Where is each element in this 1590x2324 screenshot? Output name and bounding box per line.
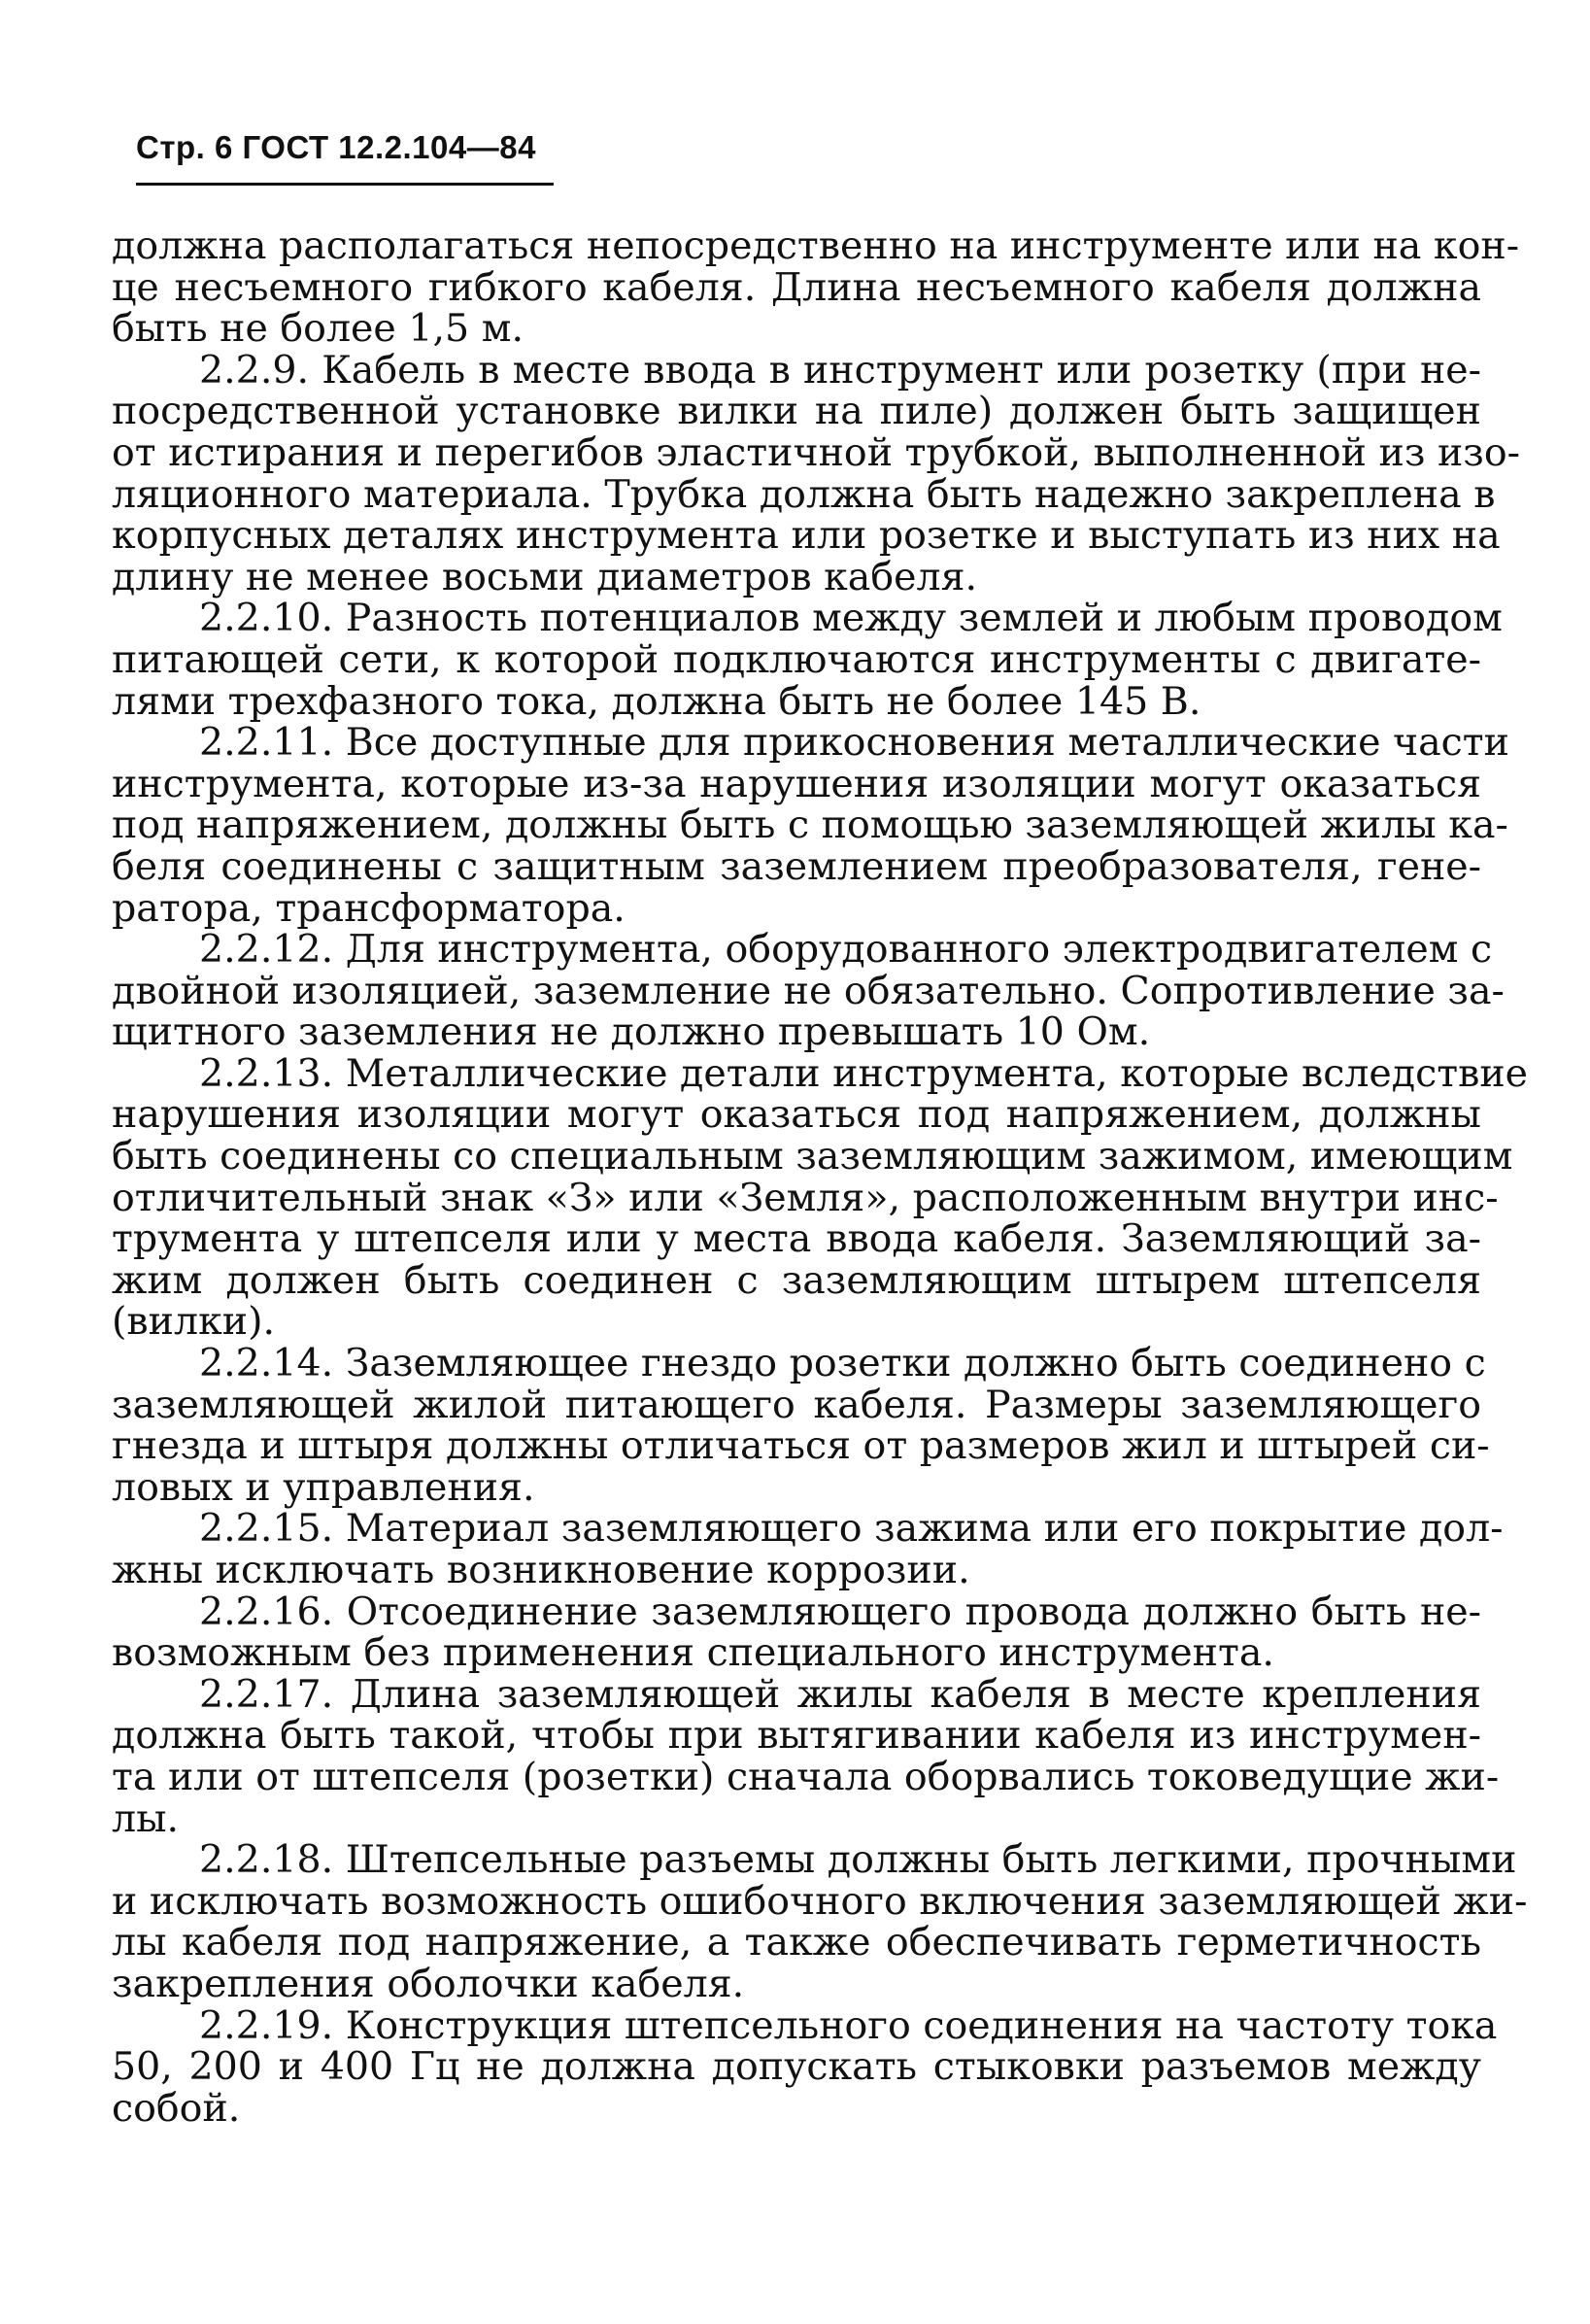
- text-line: 2.2.15. Материал заземляющего зажима или его покрытие дол-: [199, 1506, 1504, 1552]
- text-line: питающей сети, к которой подключаются инструменты с двигате-: [112, 636, 1481, 682]
- header-rule: [136, 183, 554, 186]
- text-line: от истирания и перегибов эластичной трубкой, выполненной из изо-: [112, 429, 1520, 475]
- text-line: трумента у штепселя или у места ввода кабеля. Заземляющий за-: [112, 1216, 1481, 1262]
- text-line: жим должен быть соединен с заземляющим штырем штепселя: [112, 1257, 1481, 1303]
- text-line: нарушения изоляции могут оказаться под напряжением, должны: [112, 1092, 1481, 1138]
- text-line: ляционного материала. Трубка должна быть надежно закреплена в: [112, 471, 1496, 517]
- document-body: [112, 223, 1529, 2131]
- text-line: 2.2.14. Заземляющее гнездо розетки должно быть соединено с: [199, 1341, 1486, 1386]
- text-line: заземляющей жилой питающего кабеля. Размеры заземляющего: [112, 1382, 1481, 1427]
- text-line: (вилки).: [112, 1299, 276, 1345]
- page-header: Стр. 6 ГОСТ 12.2.104—84: [136, 129, 536, 165]
- text-line: длину не менее восьми диаметров кабеля.: [112, 554, 978, 599]
- text-line: це несъемного гибкого кабеля. Длина несъемного кабеля должна: [112, 264, 1481, 310]
- text-line: корпусных деталях инструмента или розетке и выступать из них на: [112, 513, 1501, 559]
- text-line: 50, 200 и 400 Гц не должна допускать стыковки разъемов между: [112, 2044, 1481, 2090]
- text-line: под напряжением, должны быть с помощью заземляющей жилы ка-: [112, 803, 1508, 848]
- text-line: 2.2.16. Отсоединение заземляющего провода должно быть не-: [199, 1589, 1481, 1634]
- text-line: 2.2.12. Для инструмента, оборудованного электродвигателем с: [199, 927, 1493, 973]
- text-line: и исключать возможность ошибочного включения заземляющей жи-: [112, 1878, 1528, 1924]
- text-line: лы кабеля под напряжение, а также обеспечивать герметичность: [112, 1920, 1481, 1965]
- text-line: быть соединены со специальным заземляющим зажимом, имеющим: [112, 1134, 1513, 1179]
- text-line: гнезда и штыря должны отличаться от размеров жил и штырей си-: [112, 1423, 1490, 1469]
- text-line: инструмента, которые из-за нарушения изоляции могут оказаться: [112, 761, 1481, 806]
- text-line: беля соединены с защитным заземлением преобразователя, гене-: [112, 843, 1481, 889]
- text-line: 2.2.11. Все доступные для прикосновения металлические части: [199, 720, 1509, 766]
- text-line: та или от штепселя (розетки) сначала оборвались токоведущие жи-: [112, 1754, 1500, 1799]
- text-line: ратора, трансформатора.: [112, 885, 626, 931]
- text-line: отличительный знак «З» или «Земля», расположенным внутри инс-: [112, 1175, 1499, 1220]
- text-line: 2.2.19. Конструкция штепсельного соединения на частоту тока: [199, 2002, 1498, 2048]
- text-line: собой.: [112, 2085, 241, 2131]
- text-line: 2.2.9. Кабель в месте ввода в инструмент или розетку (при не-: [199, 347, 1481, 393]
- text-line: 2.2.17. Длина заземляющей жилы кабеля в месте крепления: [199, 1671, 1481, 1717]
- text-line: закрепления оболочки кабеля.: [112, 1961, 745, 2006]
- text-line: 2.2.10. Разность потенциалов между землей и любым проводом: [199, 596, 1503, 641]
- text-line: лями трехфазного тока, должна быть не более 145 В.: [112, 678, 1201, 724]
- text-line: должна располагаться непосредственно на инструменте или на кон-: [112, 223, 1520, 268]
- text-line: быть не более 1,5 м.: [112, 306, 524, 352]
- text-line: лы.: [112, 1795, 180, 1841]
- text-line: 2.2.13. Металлические детали инструмента, которые вследствие: [199, 1050, 1529, 1096]
- text-line: ловых и управления.: [112, 1464, 535, 1510]
- text-line: посредственной установке вилки на пиле) должен быть защищен: [112, 389, 1481, 434]
- text-line: должна быть такой, чтобы при вытягивании кабеля из инструмен-: [112, 1713, 1481, 1759]
- text-line: щитного заземления не должно превышать 10 Ом.: [112, 1009, 1151, 1055]
- text-line: жны исключать возникновение коррозии.: [112, 1548, 970, 1592]
- text-line: двойной изоляцией, заземление не обязательно. Сопротивление за-: [112, 968, 1505, 1013]
- text-line: возможным без применения специального инструмента.: [112, 1630, 1274, 1676]
- text-line: 2.2.18. Штепсельные разъемы должны быть легкими, прочными: [199, 1837, 1517, 1883]
